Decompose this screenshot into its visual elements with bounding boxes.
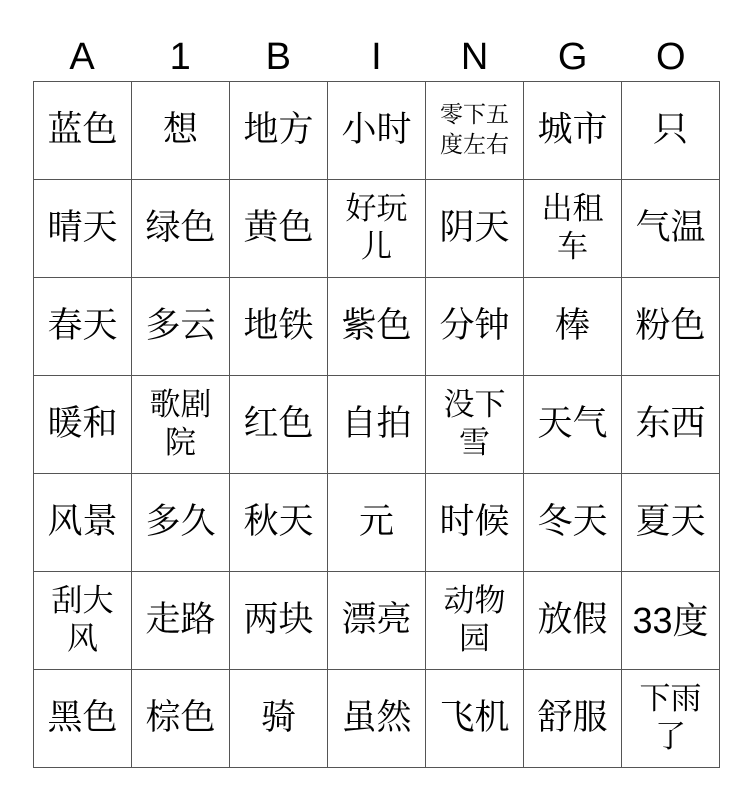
bingo-cell[interactable] — [230, 376, 328, 474]
bingo-cell[interactable] — [328, 474, 426, 572]
bingo-cell[interactable] — [34, 474, 132, 572]
bingo-cell-text: 想 — [162, 110, 198, 151]
bingo-cell[interactable] — [230, 180, 328, 278]
bingo-row — [34, 572, 720, 670]
bingo-cell[interactable] — [622, 180, 720, 278]
header-letter-a: A — [69, 36, 95, 78]
bingo-cell[interactable] — [426, 278, 524, 376]
bingo-cell[interactable] — [34, 572, 132, 670]
bingo-cell[interactable] — [524, 278, 622, 376]
bingo-cell[interactable] — [426, 572, 524, 670]
bingo-cell[interactable] — [426, 180, 524, 278]
bingo-cell-text: 黄色 — [243, 208, 314, 249]
bingo-cell-text: 蓝色 — [47, 110, 118, 151]
bingo-cell-text: 出租 车 — [541, 191, 604, 265]
header-letter-n: N — [460, 36, 489, 78]
bingo-cell-text: 骑 — [260, 698, 296, 739]
bingo-cell[interactable] — [328, 572, 426, 670]
bingo-cell[interactable] — [426, 670, 524, 768]
bingo-cell-text: 风景 — [47, 502, 118, 543]
bingo-cell[interactable] — [622, 670, 720, 768]
bingo-cell-text: 多云 — [145, 306, 216, 347]
bingo-cell[interactable] — [426, 376, 524, 474]
bingo-cell[interactable] — [328, 670, 426, 768]
bingo-cell[interactable] — [132, 278, 230, 376]
bingo-cell-text: 刮大 风 — [51, 583, 114, 657]
header-letter-i: I — [371, 36, 382, 78]
bingo-row — [34, 278, 720, 376]
bingo-cell-text: 红色 — [243, 404, 314, 445]
bingo-row — [34, 82, 720, 180]
bingo-cell[interactable] — [622, 572, 720, 670]
bingo-cell-text: 冬天 — [537, 502, 608, 543]
bingo-cell[interactable] — [230, 572, 328, 670]
bingo-cell-text: 棒 — [554, 306, 590, 347]
bingo-cell[interactable] — [230, 82, 328, 180]
header-letter-b: B — [265, 36, 291, 78]
bingo-cell[interactable] — [328, 82, 426, 180]
bingo-cell-text: 东西 — [635, 404, 706, 445]
bingo-cell-text: 绿色 — [145, 208, 216, 249]
bingo-cell-text: 只 — [652, 110, 688, 151]
bingo-cell-text: 时候 — [439, 502, 510, 543]
header-letter-g: G — [557, 36, 588, 78]
bingo-cell-text: 小时 — [341, 110, 412, 151]
bingo-cell-text: 暖和 — [47, 404, 118, 445]
bingo-row — [34, 376, 720, 474]
bingo-cell-text: 分钟 — [439, 306, 510, 347]
bingo-cell-text: 飞机 — [439, 698, 510, 739]
bingo-cell-text: 黑色 — [47, 698, 118, 739]
bingo-cell[interactable] — [34, 670, 132, 768]
bingo-cell[interactable] — [34, 82, 132, 180]
bingo-cell-text: 秋天 — [243, 502, 314, 543]
bingo-cell-text: 自拍 — [341, 404, 412, 445]
bingo-cell-text: 粉色 — [635, 306, 706, 347]
bingo-cell-text: 夏天 — [635, 502, 706, 543]
bingo-cell[interactable] — [230, 670, 328, 768]
bingo-cell[interactable] — [132, 572, 230, 670]
bingo-cell-text: 虽然 — [341, 698, 412, 739]
bingo-row — [34, 474, 720, 572]
bingo-grid — [33, 81, 720, 768]
bingo-cell[interactable] — [524, 180, 622, 278]
bingo-cell-text: 下雨 了 — [639, 681, 702, 755]
bingo-cell-text: 33度 — [632, 599, 709, 641]
bingo-cell-text: 晴天 — [47, 208, 118, 249]
bingo-cell[interactable] — [524, 670, 622, 768]
bingo-cell[interactable] — [524, 82, 622, 180]
bingo-cell[interactable] — [132, 82, 230, 180]
bingo-cell[interactable] — [132, 376, 230, 474]
bingo-cell[interactable] — [230, 474, 328, 572]
bingo-cell[interactable] — [524, 474, 622, 572]
bingo-cell-text: 天气 — [537, 404, 608, 445]
bingo-cell-text: 走路 — [145, 600, 216, 641]
bingo-cell[interactable] — [132, 180, 230, 278]
bingo-cell[interactable] — [622, 82, 720, 180]
bingo-cell[interactable] — [622, 376, 720, 474]
bingo-cell[interactable] — [426, 474, 524, 572]
bingo-cell-text: 紫色 — [341, 306, 412, 347]
bingo-cell[interactable] — [132, 670, 230, 768]
bingo-cell[interactable] — [622, 278, 720, 376]
bingo-header — [33, 34, 720, 80]
bingo-cell-text: 零下五 度左右 — [440, 101, 509, 158]
bingo-cell[interactable] — [524, 572, 622, 670]
bingo-cell[interactable] — [426, 82, 524, 180]
bingo-cell-text: 没下 雪 — [443, 387, 506, 461]
bingo-row — [34, 180, 720, 278]
bingo-cell[interactable] — [328, 376, 426, 474]
bingo-cell[interactable] — [328, 180, 426, 278]
bingo-cell-text: 气温 — [635, 208, 706, 249]
bingo-cell-text: 多久 — [145, 502, 216, 543]
bingo-cell-text: 地方 — [243, 110, 314, 151]
bingo-cell[interactable] — [328, 278, 426, 376]
header-letter-1: 1 — [169, 36, 191, 78]
bingo-cell-text: 漂亮 — [341, 600, 412, 641]
bingo-cell-text: 动物 园 — [443, 583, 506, 657]
bingo-cell-text: 棕色 — [145, 698, 216, 739]
bingo-row — [34, 670, 720, 768]
bingo-cell-text: 两块 — [243, 600, 314, 641]
bingo-cell[interactable] — [230, 278, 328, 376]
bingo-cell-text: 元 — [358, 502, 394, 543]
bingo-cell[interactable] — [524, 376, 622, 474]
bingo-cell-text: 舒服 — [537, 698, 608, 739]
header-letter-o: O — [656, 36, 686, 78]
bingo-cell-text: 地铁 — [243, 306, 314, 347]
bingo-cell[interactable] — [622, 474, 720, 572]
bingo-cell-text: 城市 — [537, 110, 608, 151]
bingo-cell-text: 阴天 — [439, 208, 510, 249]
bingo-cell[interactable] — [34, 278, 132, 376]
bingo-cell[interactable] — [132, 474, 230, 572]
bingo-cell[interactable] — [34, 376, 132, 474]
bingo-cell[interactable] — [34, 180, 132, 278]
bingo-cell-text: 歌剧 院 — [149, 387, 212, 461]
bingo-cell-text: 好玩 儿 — [345, 191, 408, 265]
bingo-cell-text: 春天 — [47, 306, 118, 347]
bingo-cell-text: 放假 — [537, 600, 608, 641]
